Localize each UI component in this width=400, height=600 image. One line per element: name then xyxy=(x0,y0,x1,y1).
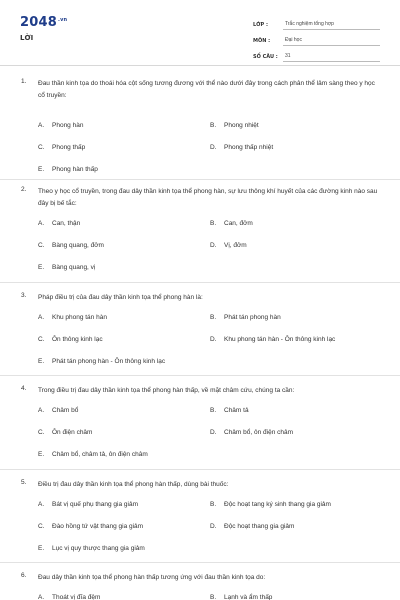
option-text: Phát tán phong hàn - Ôn thông kinh lạc xyxy=(52,358,166,365)
question-number: 6. xyxy=(21,572,27,579)
question-text: Trong điều trị đau dây thần kinh tọa thể phong hàn thấp, về mặt châm cứu, chúng ta cần: xyxy=(38,387,295,394)
option-b[interactable] xyxy=(210,594,272,600)
header-divider xyxy=(0,65,400,66)
option-c[interactable] xyxy=(38,523,143,530)
meta-row-count xyxy=(253,48,380,62)
option-e[interactable] xyxy=(38,358,165,365)
option-letter: C. xyxy=(38,242,45,249)
option-letter: A. xyxy=(38,407,45,414)
question-number: 5. xyxy=(21,479,27,486)
option-text: Phong nhiệt xyxy=(224,122,259,129)
option-letter: A. xyxy=(38,501,45,508)
question-text: Theo y học cổ truyền, trong đau dây thần kinh tọa thể phong hàn, sự lưu thông khí huyết của các đường kinh nào sau đây bị bế tắc: xyxy=(38,188,378,207)
site-logo[interactable] xyxy=(20,15,67,30)
option-text: Đào hồng tứ vật thang gia giảm xyxy=(52,523,144,530)
option-text: Ôn thông kinh lạc xyxy=(52,336,103,343)
option-letter: D. xyxy=(210,242,217,249)
option-text: Châm bổ, châm tả, ôn điện châm xyxy=(52,451,148,458)
option-d[interactable] xyxy=(210,242,247,249)
option-b[interactable] xyxy=(210,122,259,129)
option-text: Độc hoạt tang ký sinh thang gia giảm xyxy=(224,501,331,508)
option-letter: D. xyxy=(210,429,217,436)
question-text: Pháp điều trị của đau dây thần kinh tọa thể phong hàn là: xyxy=(38,294,203,301)
option-letter: C. xyxy=(38,523,45,530)
option-d[interactable] xyxy=(210,336,335,343)
logo-text: 2048 xyxy=(20,15,57,30)
option-e[interactable] xyxy=(38,545,145,552)
option-text: Độc hoạt thang gia giảm xyxy=(224,523,295,530)
option-b[interactable] xyxy=(210,220,253,227)
option-letter: D. xyxy=(210,144,217,151)
meta-row-class xyxy=(253,16,380,30)
option-letter: A. xyxy=(38,122,45,129)
option-a[interactable] xyxy=(38,122,83,129)
option-c[interactable] xyxy=(38,242,104,249)
option-letter: E. xyxy=(38,358,45,365)
question-text: Đau dây thần kinh tọa thể phong hàn thấp tương ứng với đau thần kinh tọa do: xyxy=(38,574,266,581)
page-subtitle: LỜI xyxy=(20,34,34,42)
question-number: 3. xyxy=(21,292,27,299)
option-e[interactable] xyxy=(38,451,148,458)
option-text: Châm bổ xyxy=(52,407,79,414)
option-c[interactable] xyxy=(38,429,92,436)
meta-value-class: Trắc nghiệm tổng hợp xyxy=(283,21,380,30)
option-text: Lục vị quy thược thang gia giảm xyxy=(52,545,145,552)
option-text: Bát vị quế phụ thang gia giảm xyxy=(52,501,139,508)
meta-label-class: LỚP : xyxy=(253,22,268,28)
option-letter: A. xyxy=(38,220,45,227)
option-c[interactable] xyxy=(38,336,103,343)
option-letter: B. xyxy=(210,220,217,227)
option-d[interactable] xyxy=(210,429,293,436)
question-number: 2. xyxy=(21,186,27,193)
option-letter: E. xyxy=(38,264,45,271)
option-text: Vị, đởm xyxy=(224,242,247,249)
option-e[interactable] xyxy=(38,264,95,271)
option-text: Ôn điện châm xyxy=(52,429,93,436)
option-text: Bàng quang, vị xyxy=(52,264,96,271)
option-letter: C. xyxy=(38,336,45,343)
meta-row-subject xyxy=(253,32,380,46)
option-b[interactable] xyxy=(210,407,249,414)
option-a[interactable] xyxy=(38,594,100,600)
option-text: Phong hàn thấp xyxy=(52,166,98,173)
option-letter: A. xyxy=(38,594,45,600)
meta-value-subject: Đại học xyxy=(283,37,380,46)
option-c[interactable] xyxy=(38,144,85,151)
logo-suffix: .vn xyxy=(57,16,68,23)
option-text: Thoát vị đĩa đệm xyxy=(52,594,101,600)
meta-label-subject: MÔN : xyxy=(253,38,271,44)
option-d[interactable] xyxy=(210,144,273,151)
option-letter: E. xyxy=(38,166,45,173)
option-text: Khu phong tán hàn - Ôn thông kinh lạc xyxy=(224,336,336,343)
option-text: Bàng quang, đởm xyxy=(52,242,104,249)
question-number: 1. xyxy=(21,78,27,85)
option-b[interactable] xyxy=(210,501,331,508)
question-text: Đau thần kinh tọa do thoái hóa cột sống tương đương với thể nào dưới đây trong cách phân thể lâm sàng theo y học cổ truyền: xyxy=(38,80,375,99)
question-text: Điều trị đau dây thần kinh tọa thể phong hàn thấp, dùng bài thuốc: xyxy=(38,481,229,488)
option-text: Lạnh và ẩm thấp xyxy=(224,594,273,600)
option-d[interactable] xyxy=(210,523,294,530)
question-divider xyxy=(0,282,400,283)
option-a[interactable] xyxy=(38,501,138,508)
option-b[interactable] xyxy=(210,314,281,321)
page-header xyxy=(0,0,400,64)
option-letter: E. xyxy=(38,451,45,458)
option-letter: B. xyxy=(210,122,217,129)
option-letter: B. xyxy=(210,501,217,508)
option-a[interactable] xyxy=(38,314,107,321)
option-text: Phong hàn xyxy=(52,122,84,129)
meta-label-count: SỐ CÂU : xyxy=(253,54,278,60)
option-text: Phong thấp nhiệt xyxy=(224,144,274,151)
option-a[interactable] xyxy=(38,407,78,414)
question-divider xyxy=(0,179,400,180)
option-text: Can, thận xyxy=(52,220,81,227)
option-text: Phong thấp xyxy=(52,144,86,151)
option-a[interactable] xyxy=(38,220,80,227)
meta-value-count: 31 xyxy=(283,53,380,62)
option-e[interactable] xyxy=(38,166,98,173)
option-text: Châm tả xyxy=(224,407,249,414)
option-letter: B. xyxy=(210,314,217,321)
option-letter: B. xyxy=(210,594,217,600)
quiz-meta xyxy=(253,16,380,64)
option-text: Phát tán phong hàn xyxy=(224,314,281,321)
option-letter: D. xyxy=(210,336,217,343)
question-divider xyxy=(0,469,400,470)
option-letter: A. xyxy=(38,314,45,321)
option-letter: C. xyxy=(38,429,45,436)
option-letter: B. xyxy=(210,407,217,414)
option-text: Khu phong tán hàn xyxy=(52,314,107,321)
option-letter: C. xyxy=(38,144,45,151)
option-text: Can, đởm xyxy=(224,220,253,227)
question-divider xyxy=(0,562,400,563)
option-letter: E. xyxy=(38,545,45,552)
question-number: 4. xyxy=(21,385,27,392)
option-text: Châm bổ, ôn điện châm xyxy=(224,429,294,436)
question-divider xyxy=(0,375,400,376)
option-letter: D. xyxy=(210,523,217,530)
